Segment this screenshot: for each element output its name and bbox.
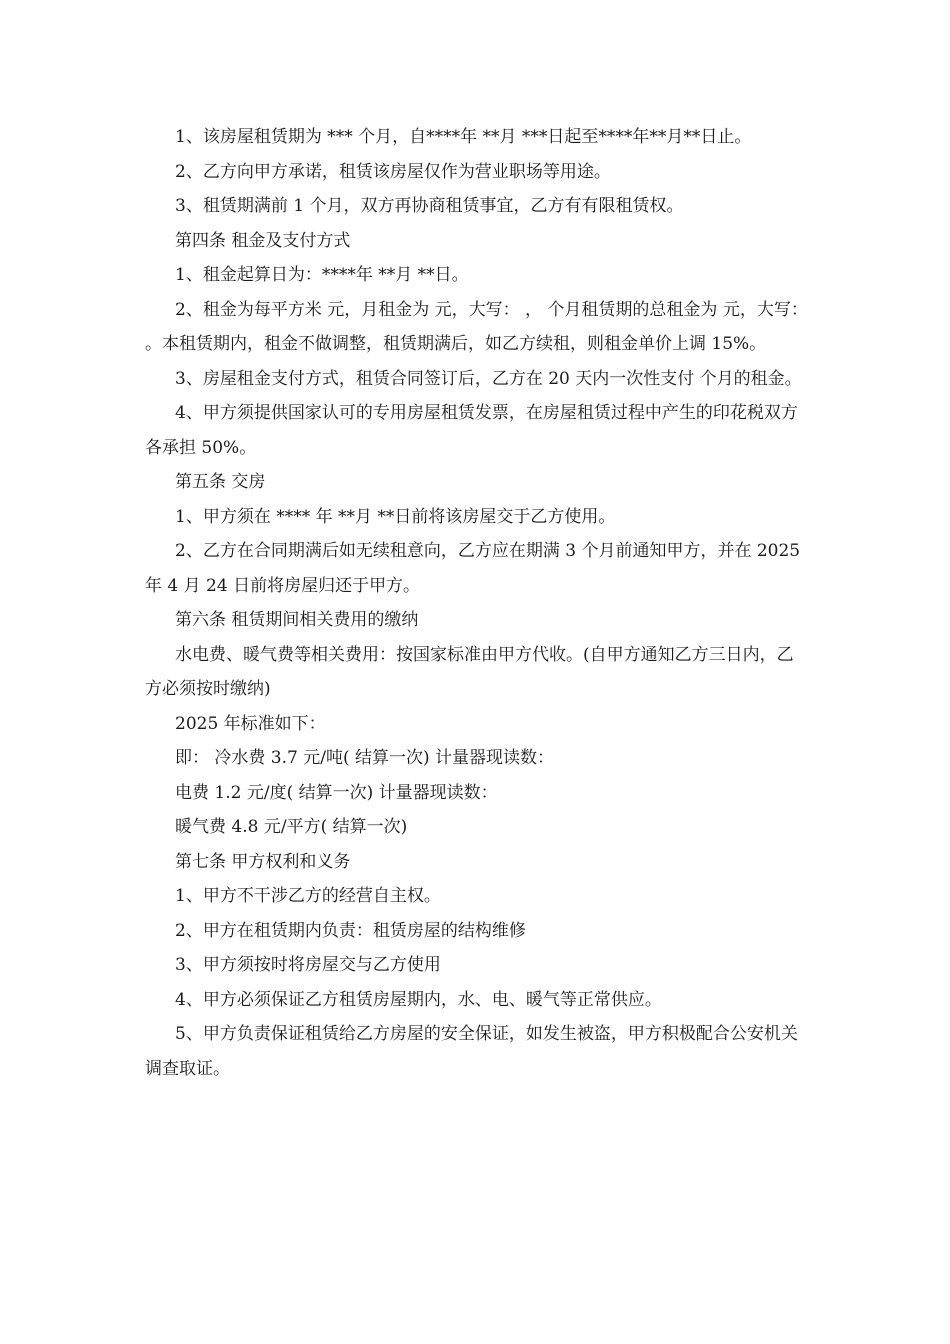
paragraph: 1、甲方须在 **** 年 **月 **日前将该房屋交于乙方使用。 [175, 506, 616, 527]
paragraph: 即： 冷水费 3.7 元/吨( 结算一次) 计量器现读数： [175, 748, 555, 768]
paragraph: 1、甲方不干涉乙方的经营自主权。 [175, 886, 441, 906]
section-heading: 第七条 甲方权利和义务 [175, 851, 351, 872]
paragraph: 3、甲方须按时将房屋交与乙方使用 [175, 955, 441, 975]
paragraph: 4、甲方必须保证乙方租赁房屋期内，水、电、暖气等正常供应。 [175, 989, 662, 1010]
paragraph: 电费 1.2 元/度( 结算一次) 计量器现读数： [175, 782, 498, 803]
paragraph: 水电费、暖气费等相关费用：按国家标准由甲方代收。(自甲方通知乙方三日内，乙方必须按时缴纳) [145, 644, 794, 699]
document-body [145, 120, 814, 1086]
paragraph: 3、房屋租金支付方式，租赁合同签订后，乙方在 20 天内一次性支付 个月的租金。 [175, 368, 802, 389]
section-heading: 第四条 租金及支付方式 [175, 230, 351, 251]
paragraph: 2、租金为每平方米 元，月租金为 元，大写： ， 个月租赁期的总租金为 元，大写： 。本租赁期内，租金不做调整，租赁期满后，如乙方续租，则租金单价上调 15%。 [145, 299, 814, 354]
paragraph: 2、乙方在合同期满后如无续租意向，乙方应在期满 3 个月前通知甲方，并在 2025 年 4 月 24 日前将房屋归还于甲方。 [145, 541, 806, 596]
paragraph: 2、甲方在租赁期内负责：租赁房屋的结构维修 [175, 920, 526, 941]
paragraph: 暖气费 4.8 元/平方( 结算一次) [175, 817, 408, 837]
paragraph: 3、租赁期满前 1 个月，双方再协商租赁事宜，乙方有有限租赁权。 [175, 196, 684, 216]
section-heading: 第五条 交房 [175, 472, 266, 492]
section-heading: 第六条 租赁期间相关费用的缴纳 [175, 610, 419, 630]
paragraph: 2、乙方向甲方承诺，租赁该房屋仅作为营业职场等用途。 [175, 161, 611, 182]
paragraph: 2025 年标准如下： [175, 713, 326, 734]
paragraph: 5、甲方负责保证租赁给乙方房屋的安全保证，如发生被盗，甲方积极配合公安机关调查取证。 [145, 1024, 798, 1079]
paragraph: 1、该房屋租赁期为 *** 个月，自****年 **月 ***日起至****年**月**日止。 [175, 127, 752, 147]
paragraph: 1、租金起算日为：****年 **月 **日。 [175, 265, 469, 285]
paragraph: 4、甲方须提供国家认可的专用房屋租赁发票，在房屋租赁过程中产生的印花税双方各承担 50%。 [145, 403, 798, 458]
